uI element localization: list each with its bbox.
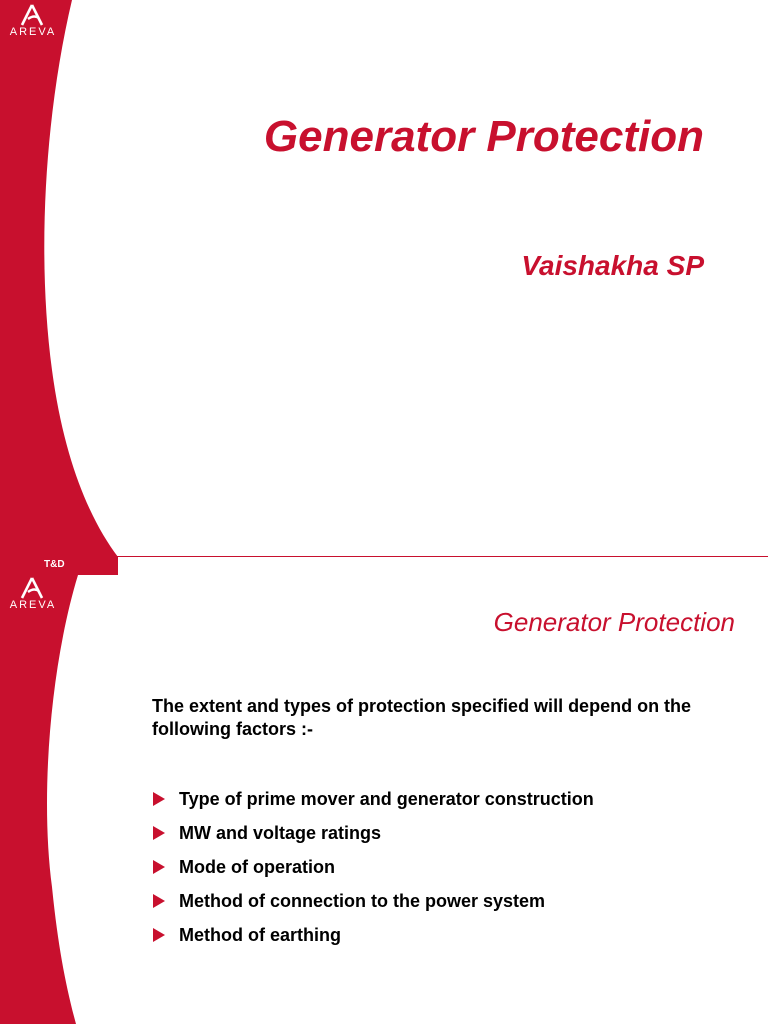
- content-slide: [0, 557, 768, 1024]
- list-item: [152, 923, 594, 957]
- red-side-band: [0, 557, 130, 1024]
- triangle-bullet-icon: [152, 860, 166, 874]
- list-item-text: Method of connection to the power system: [179, 891, 546, 911]
- list-item-text: Type of prime mover and generator construction: [179, 789, 594, 809]
- red-side-band: [0, 0, 130, 557]
- areva-a-icon: [19, 577, 45, 599]
- areva-logo: [0, 577, 64, 611]
- slide-title: Generator Protection: [493, 607, 735, 637]
- author-name: Vaishakha SP: [521, 250, 704, 281]
- logo-wordmark: AREVA: [9, 26, 57, 38]
- list-item-text: Method of earthing: [179, 925, 341, 945]
- division-label: T&D: [44, 559, 65, 570]
- slide-title: Generator Protection: [263, 112, 704, 161]
- areva-logo: [0, 4, 64, 38]
- triangle-bullet-icon: [152, 826, 166, 840]
- list-item: [152, 855, 594, 889]
- list-item-text: Mode of operation: [179, 857, 335, 877]
- logo-wordmark: AREVA: [9, 599, 57, 611]
- intro-text: The extent and types of protection specified will depend on the following factors :-: [152, 696, 692, 739]
- list-item-text: MW and voltage ratings: [179, 823, 382, 843]
- list-item: [152, 889, 594, 923]
- triangle-bullet-icon: [152, 928, 166, 942]
- triangle-bullet-icon: [152, 792, 166, 806]
- factor-list: [152, 787, 594, 957]
- triangle-bullet-icon: [152, 894, 166, 908]
- list-item: [152, 821, 594, 855]
- list-item: [152, 787, 594, 821]
- areva-a-icon: [19, 4, 45, 26]
